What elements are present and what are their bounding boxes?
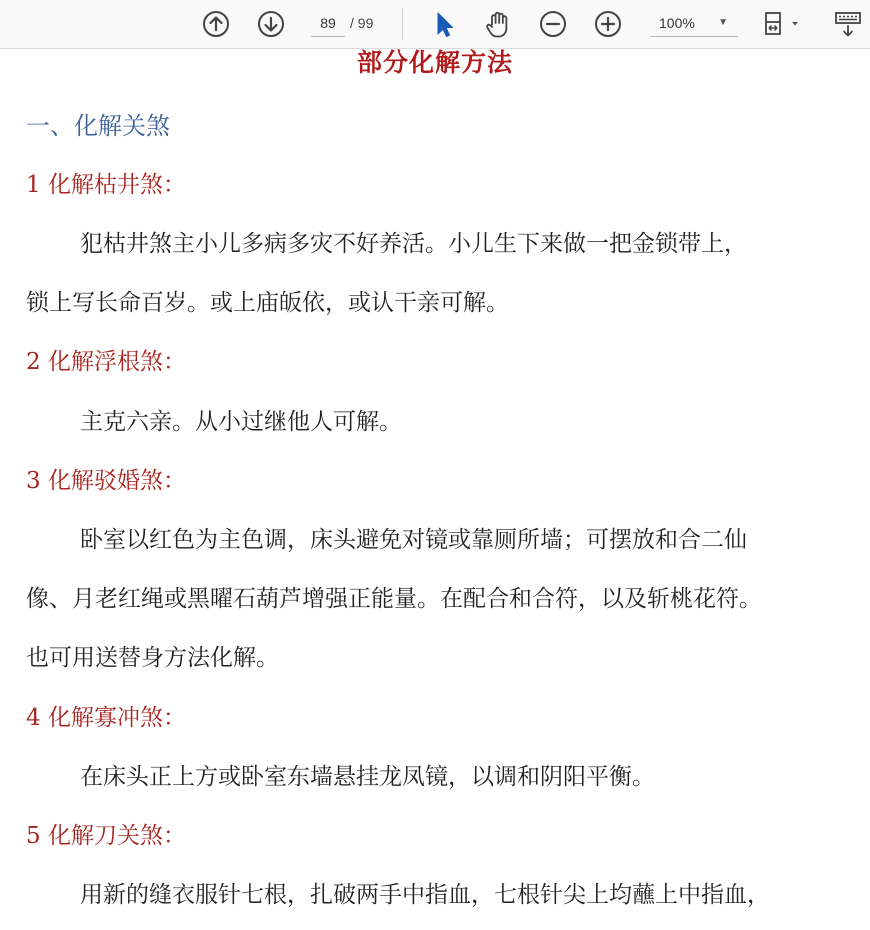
hand-tool-button[interactable] bbox=[481, 7, 515, 41]
pdf-toolbar bbox=[0, 0, 870, 49]
zoom-out-button[interactable] bbox=[536, 7, 570, 41]
item-2-line-1: 主克六亲。从小过继他人可解。 bbox=[80, 409, 402, 435]
up-arrow-icon bbox=[199, 7, 233, 41]
item-3-line-3: 也可用送替身方法化解。 bbox=[26, 645, 279, 671]
item-4-line-1: 在床头正上方或卧室东墙悬挂龙凤镜，以调和阴阳平衡。 bbox=[80, 764, 655, 790]
next-page-button[interactable] bbox=[254, 7, 288, 41]
item-3-line-1: 卧室以红色为主色调，床头避免对镜或靠厕所墙；可摆放和合二仙 bbox=[80, 527, 747, 553]
zoom-level-select[interactable] bbox=[650, 10, 738, 37]
document-page bbox=[0, 49, 870, 930]
section-heading: 一、化解关煞 bbox=[26, 112, 170, 140]
item-1-line-2: 锁上写长命百岁。或上庙皈依，或认干亲可解。 bbox=[26, 290, 509, 316]
page-total-label: / 99 bbox=[350, 15, 374, 31]
chevron-down-icon: ▼ bbox=[718, 17, 728, 28]
page-number-input[interactable]: 89 bbox=[311, 10, 345, 37]
zoom-in-icon bbox=[591, 7, 625, 41]
item-5-line-1: 用新的缝衣服针七根，扎破两手中指血，七根针尖上均蘸上中指血， bbox=[80, 882, 770, 908]
toolbar-divider bbox=[402, 8, 403, 40]
item-1-line-1: 犯枯井煞主小儿多病多灾不好养活。小儿生下来做一把金锁带上， bbox=[80, 231, 747, 257]
previous-page-button[interactable] bbox=[199, 7, 233, 41]
zoom-level-value: 100% bbox=[659, 15, 695, 31]
page-fit-button[interactable] bbox=[760, 7, 808, 41]
item-heading-4: 4 化解寡冲煞： bbox=[26, 705, 186, 731]
zoom-out-icon bbox=[536, 7, 570, 41]
more-icon bbox=[831, 7, 865, 41]
more-tools-button[interactable] bbox=[831, 7, 865, 41]
item-heading-3: 3 化解驳婚煞： bbox=[26, 468, 186, 494]
item-3-line-2: 像、月老红绳或黑曜石葫芦增强正能量。在配合和合符，以及斩桃花符。 bbox=[26, 586, 762, 612]
select-tool-button[interactable] bbox=[427, 7, 461, 41]
fit-page-icon bbox=[760, 7, 808, 41]
pointer-icon bbox=[427, 7, 461, 41]
item-heading-5: 5 化解刀关煞： bbox=[26, 823, 186, 849]
hand-icon bbox=[481, 7, 515, 41]
down-arrow-icon bbox=[254, 7, 288, 41]
zoom-in-button[interactable] bbox=[591, 7, 625, 41]
item-heading-2: 2 化解浮根煞： bbox=[26, 349, 186, 375]
item-heading-1: 1 化解枯井煞： bbox=[26, 172, 186, 198]
page-title: 部分化解方法 bbox=[356, 49, 513, 77]
